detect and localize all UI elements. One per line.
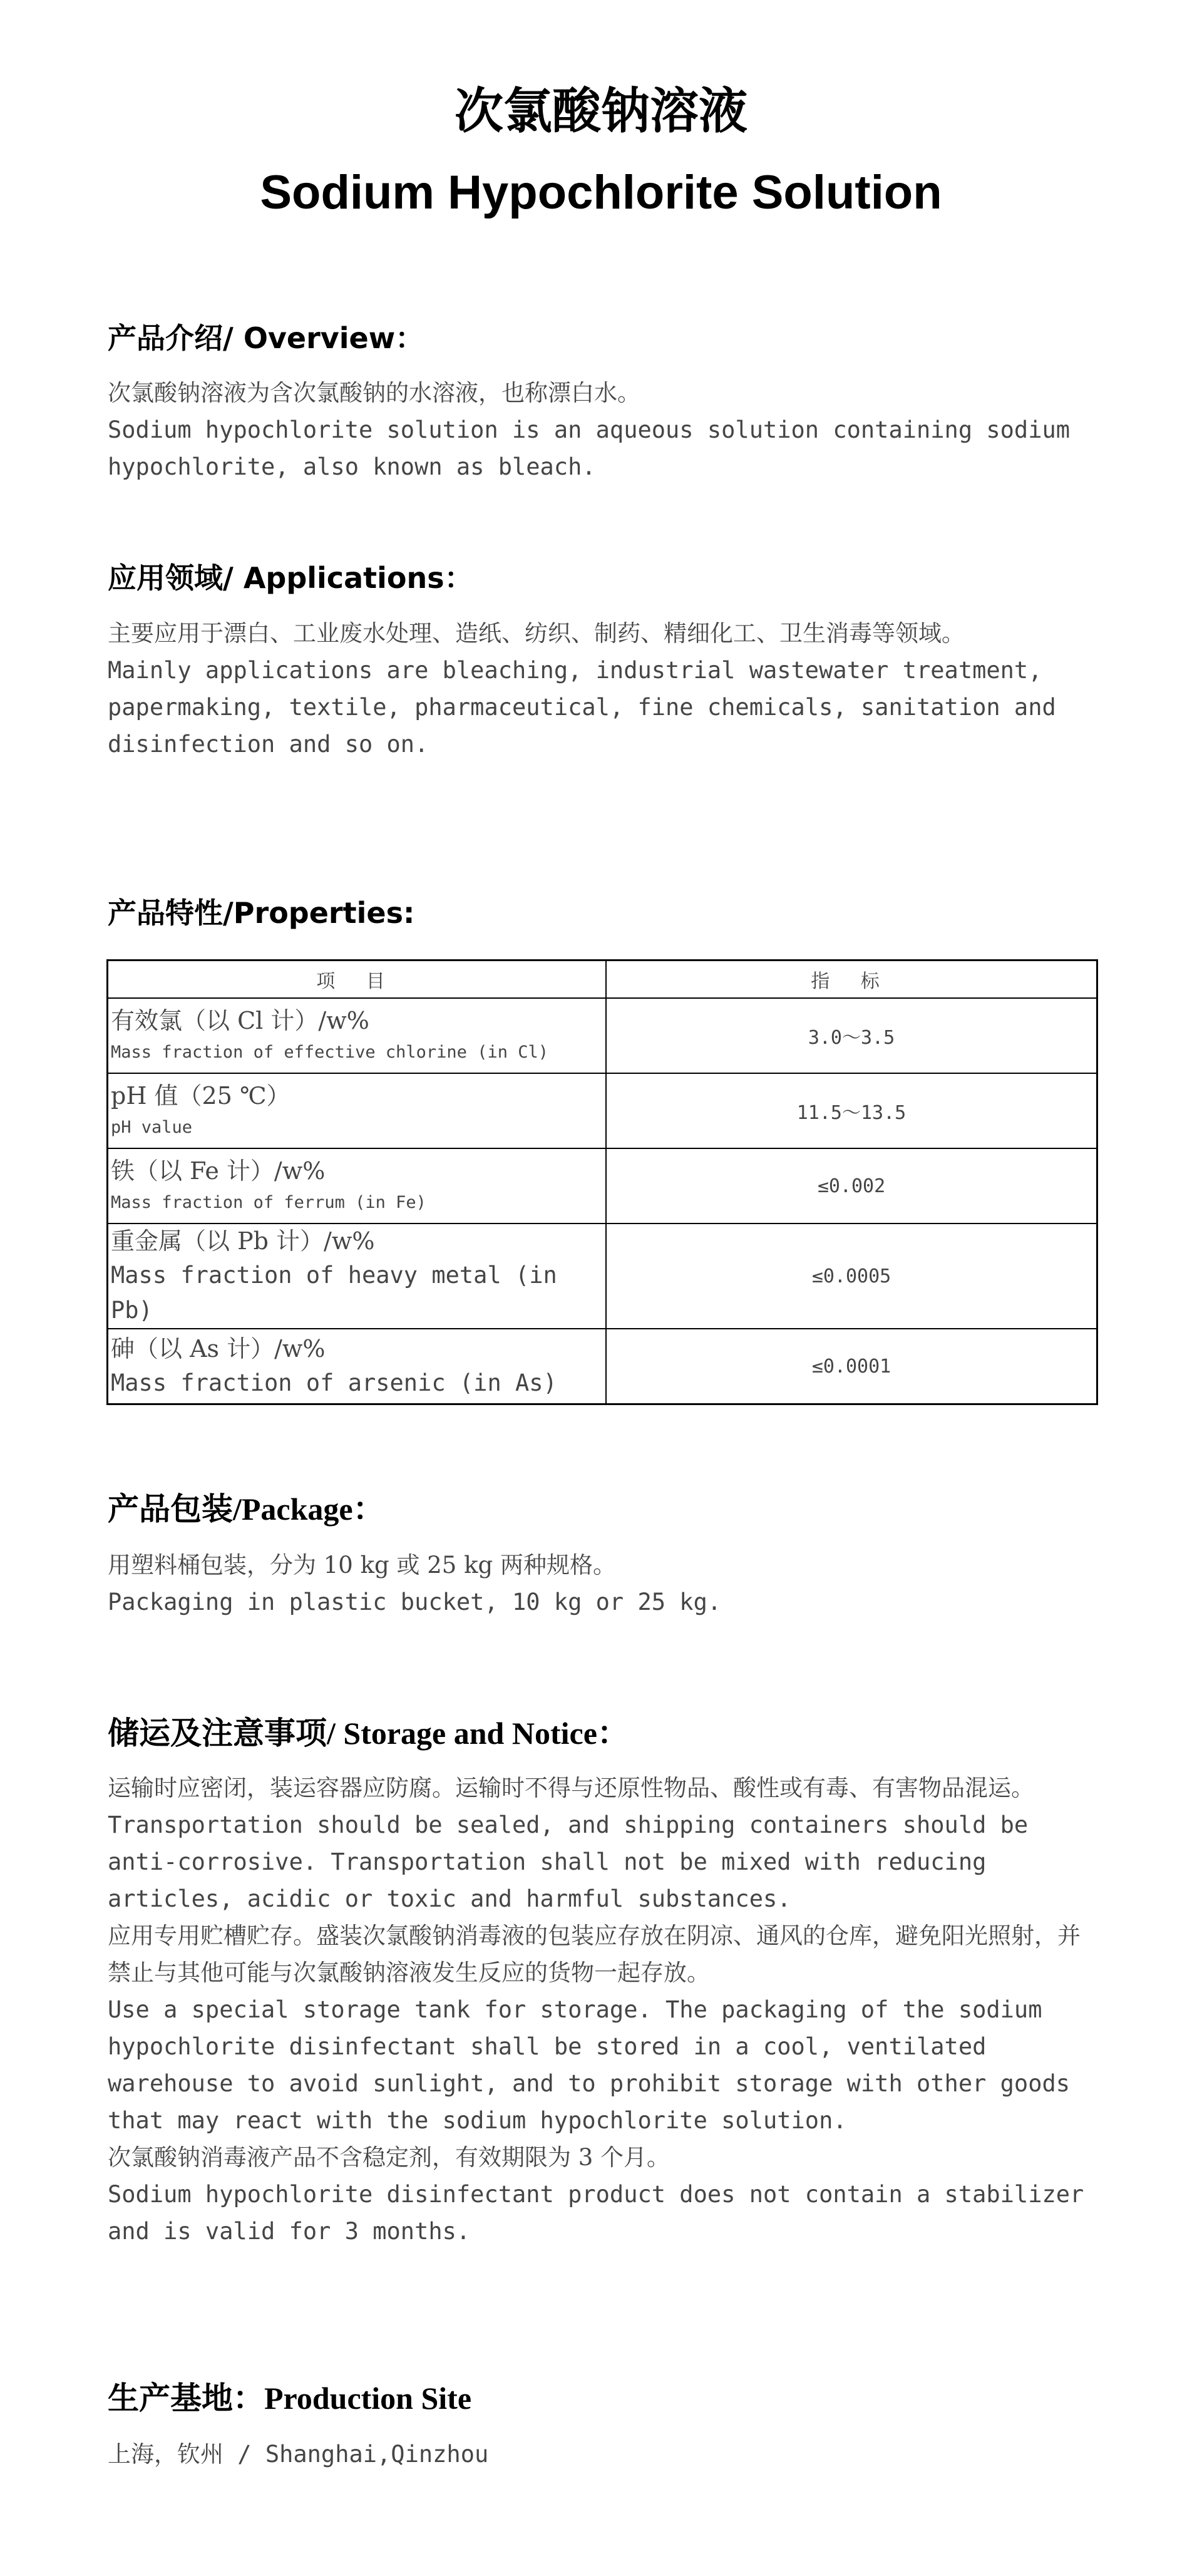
package-text-en: Packaging in plastic bucket, 10 kg or 25 kg. xyxy=(108,1589,722,1615)
property-value: ≤0.0005 xyxy=(606,1224,1097,1329)
storage-text-cn-3: 次氯酸钠消毒液产品不含稳定剂，有效期限为 3 个月。 xyxy=(108,2144,670,2171)
overview-heading: 产品介绍/ Overview： xyxy=(108,321,424,355)
title-chinese: 次氯酸钠溶液 xyxy=(454,83,747,140)
table-row xyxy=(108,1224,1097,1329)
applications-text-cn: 主要应用于漂白、工业废水处理、造纸、纺织、制药、精细化工、卫生消毒等领域。 xyxy=(108,620,965,647)
property-value: ≤0.002 xyxy=(606,1148,1097,1224)
storage-text-cn-1: 运输时应密闭，装运容器应防腐。运输时不得与还原性物品、酸性或有毒、有害物品混运。 xyxy=(108,1775,1034,1801)
storage-text-en-1: Transportation should be sealed, and shipping containers should be anti-corrosive. Transportation shall not be mixed with reducing articles, acidic or toxic and harmful substances. xyxy=(108,1811,1029,1912)
column-header-item: 项 目 xyxy=(108,961,607,999)
applications-heading: 应用领域/ Applications： xyxy=(108,561,473,595)
properties-heading: 产品特性/Properties: xyxy=(108,896,415,930)
overview-text-en: Sodium hypochlorite solution is an aqueous solution containing sodium hypochlorite, also known as bleach. xyxy=(108,416,1071,480)
property-name-cn: 重金属（以 Pb 计）/w% xyxy=(111,1227,375,1255)
table-row xyxy=(108,998,1097,1073)
property-name-en: Mass fraction of arsenic (in As) xyxy=(111,1369,557,1396)
production-heading: 生产基地：Production Site xyxy=(108,2381,472,2416)
table-row xyxy=(108,1073,1097,1148)
property-value: 11.5～13.5 xyxy=(606,1073,1097,1148)
storage-heading: 储运及注意事项/ Storage and Notice： xyxy=(108,1716,629,1751)
property-name-cn: 砷（以 As 计）/w% xyxy=(111,1335,326,1363)
property-name-cn: pH 值（25 ℃） xyxy=(111,1082,290,1110)
properties-table xyxy=(106,959,1098,1405)
package-text-cn: 用塑料桶包装，分为 10 kg 或 25 kg 两种规格。 xyxy=(108,1552,616,1579)
package-section xyxy=(108,1547,1097,1620)
property-item-cell xyxy=(108,1148,607,1224)
applications-text-en: Mainly applications are bleaching, industrial wastewater treatment, papermaking, textile, pharmaceutical, fine chemicals, sanitation and disinfection and so on. xyxy=(108,657,1056,758)
overview-section xyxy=(108,374,1097,485)
table-header-row xyxy=(108,961,1097,999)
property-item-cell xyxy=(108,1073,607,1148)
property-value: ≤0.0001 xyxy=(606,1329,1097,1404)
storage-text-cn-2: 应用专用贮槽贮存。盛装次氯酸钠消毒液的包装应存放在阴凉、通风的仓库，避免阳光照射，并禁止与其他可能与次氯酸钠溶液发生反应的货物一起存放。 xyxy=(108,1922,1081,1986)
storage-text-en-3: Sodium hypochlorite disinfectant product does not contain a stabilizer and is valid for 3 months. xyxy=(108,2181,1084,2245)
table-row xyxy=(108,1148,1097,1224)
overview-text-cn: 次氯酸钠溶液为含次氯酸钠的水溶液，也称漂白水。 xyxy=(108,379,640,406)
property-value: 3.0～3.5 xyxy=(606,998,1097,1073)
storage-section xyxy=(108,1770,1097,2250)
property-item-cell xyxy=(108,998,607,1073)
title-english: Sodium Hypochlorite Solution xyxy=(260,166,942,219)
property-name-cn: 有效氯（以 Cl 计）/w% xyxy=(111,1007,369,1034)
property-name-en: pH value xyxy=(111,1118,193,1137)
production-section xyxy=(108,2436,1097,2473)
column-header-index: 指 标 xyxy=(606,961,1097,999)
property-name-en: Mass fraction of ferrum (in Fe) xyxy=(111,1193,426,1212)
property-name-en: Mass fraction of effective chlorine (in Cl) xyxy=(111,1043,548,1062)
production-text: 上海，钦州 / Shanghai,Qinzhou xyxy=(108,2441,489,2468)
property-item-cell xyxy=(108,1329,607,1404)
property-item-cell xyxy=(108,1224,607,1329)
storage-text-en-2: Use a special storage tank for storage. The packaging of the sodium hypochlorite disinfectant shall be stored in a cool, ventilated warehouse to avoid sunlight, and to prohibit storage with other goods that may react with the sodium hypochlorite solution. xyxy=(108,1996,1071,2134)
table-row xyxy=(108,1329,1097,1404)
property-name-cn: 铁（以 Fe 计）/w% xyxy=(111,1157,326,1185)
property-name-en: Mass fraction of heavy metal (in Pb) xyxy=(111,1262,557,1324)
package-heading: 产品包装/Package： xyxy=(108,1492,384,1527)
applications-section xyxy=(108,615,1097,763)
